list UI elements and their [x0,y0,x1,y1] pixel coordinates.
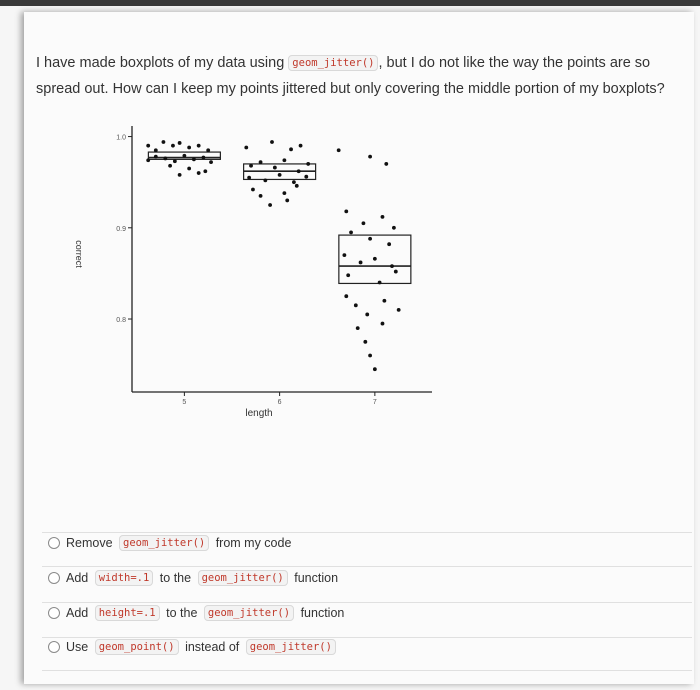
divider [42,670,692,671]
data-point [368,354,372,358]
data-point [382,299,386,303]
option-label [66,606,344,620]
option-code-2: geom_jitter() [246,639,336,655]
data-point [397,308,401,312]
data-point [187,146,191,150]
data-point [259,194,263,198]
data-point [268,203,272,207]
data-point [187,167,191,171]
data-point [354,303,358,307]
data-point [362,221,366,225]
data-point [171,144,175,148]
data-point [363,340,367,344]
data-point [359,261,363,265]
option-mid: to the [166,606,198,620]
option-mid: from my code [215,536,292,550]
y-axis-label: correct [74,240,84,268]
data-point [349,230,353,234]
data-point [299,144,303,148]
option-add-height[interactable] [48,602,344,624]
data-point [392,226,396,230]
y-tick-label: 0.9 [116,225,126,233]
data-point [304,175,308,179]
data-point [203,169,207,173]
data-point [244,146,248,150]
data-point [197,171,201,175]
data-point [368,237,372,241]
data-point [178,173,182,177]
data-point [295,184,299,188]
data-point [378,281,382,285]
question-part1: I have made boxplots of my data using [36,55,285,71]
data-point [154,155,158,159]
data-point [285,199,289,203]
radio-button[interactable] [48,607,60,619]
option-pre: Add [66,571,89,585]
data-point [387,242,391,246]
data-point [206,148,210,152]
question-part2: , but I do not like the way the points are so spread out. How can I keep my points jittered but only covering the middle portion of my boxplots? [36,55,665,97]
option-post: function [294,571,339,585]
data-point [251,188,255,192]
x-axis-label: length [245,408,273,419]
option-code-2: geom_jitter() [198,570,288,586]
data-point [146,158,150,162]
data-point [192,157,196,161]
option-code: width=.1 [95,570,154,586]
option-label [66,640,339,654]
radio-button[interactable] [48,537,60,549]
data-point [344,294,348,298]
data-point [178,141,182,145]
data-point [282,158,286,162]
x-tick-label: 6 [277,399,282,406]
option-code: geom_point() [95,639,179,655]
data-point [278,173,282,177]
option-post: function [300,606,345,620]
data-point [249,164,253,168]
question-text [36,50,691,102]
option-pre: Add [66,606,89,620]
data-point [356,326,360,330]
data-point [365,313,369,317]
option-mid: to the [159,571,192,585]
data-point [368,155,372,159]
x-tick-label: 5 [182,399,187,406]
data-point [373,367,377,371]
data-point [373,257,377,261]
data-point [384,162,388,166]
data-point [247,176,251,180]
data-point [197,144,201,148]
data-point [390,264,394,268]
option-code: geom_jitter() [119,535,209,551]
radio-button[interactable] [48,641,60,653]
data-point [346,273,350,277]
option-pre: Use [66,640,89,654]
x-tick-label: 7 [372,399,377,406]
option-add-width[interactable] [48,567,338,589]
option-code-2: geom_jitter() [204,605,294,621]
data-point [292,180,296,184]
data-point [202,156,206,160]
data-point [263,178,267,182]
data-point [173,159,177,163]
data-point [282,191,286,195]
data-point [297,169,301,173]
data-point [381,215,385,219]
y-tick-label: 0.8 [116,317,126,325]
question-card [24,12,694,684]
data-point [182,154,186,158]
y-tick-label: 1.0 [116,134,126,142]
data-point [259,160,263,164]
option-remove-jitter[interactable] [48,532,291,554]
option-label [66,536,291,550]
data-point [168,164,172,168]
data-point [344,209,348,213]
option-code: height=.1 [95,605,160,621]
data-point [273,166,277,170]
option-label [66,571,338,585]
data-point [306,162,310,166]
option-pre: Remove [66,536,113,550]
data-point [337,148,341,152]
radio-button[interactable] [48,572,60,584]
data-point [209,160,213,164]
data-point [163,157,167,161]
data-point [342,253,346,257]
boxplot-chart [64,112,464,432]
data-point [154,148,158,152]
data-point [162,140,166,144]
data-point [270,140,274,144]
data-point [289,147,293,151]
data-point [146,144,150,148]
option-use-point[interactable] [48,636,339,658]
data-point [381,322,385,326]
data-point [394,270,398,274]
option-mid: instead of [185,640,240,654]
question-code: geom_jitter() [288,55,378,71]
